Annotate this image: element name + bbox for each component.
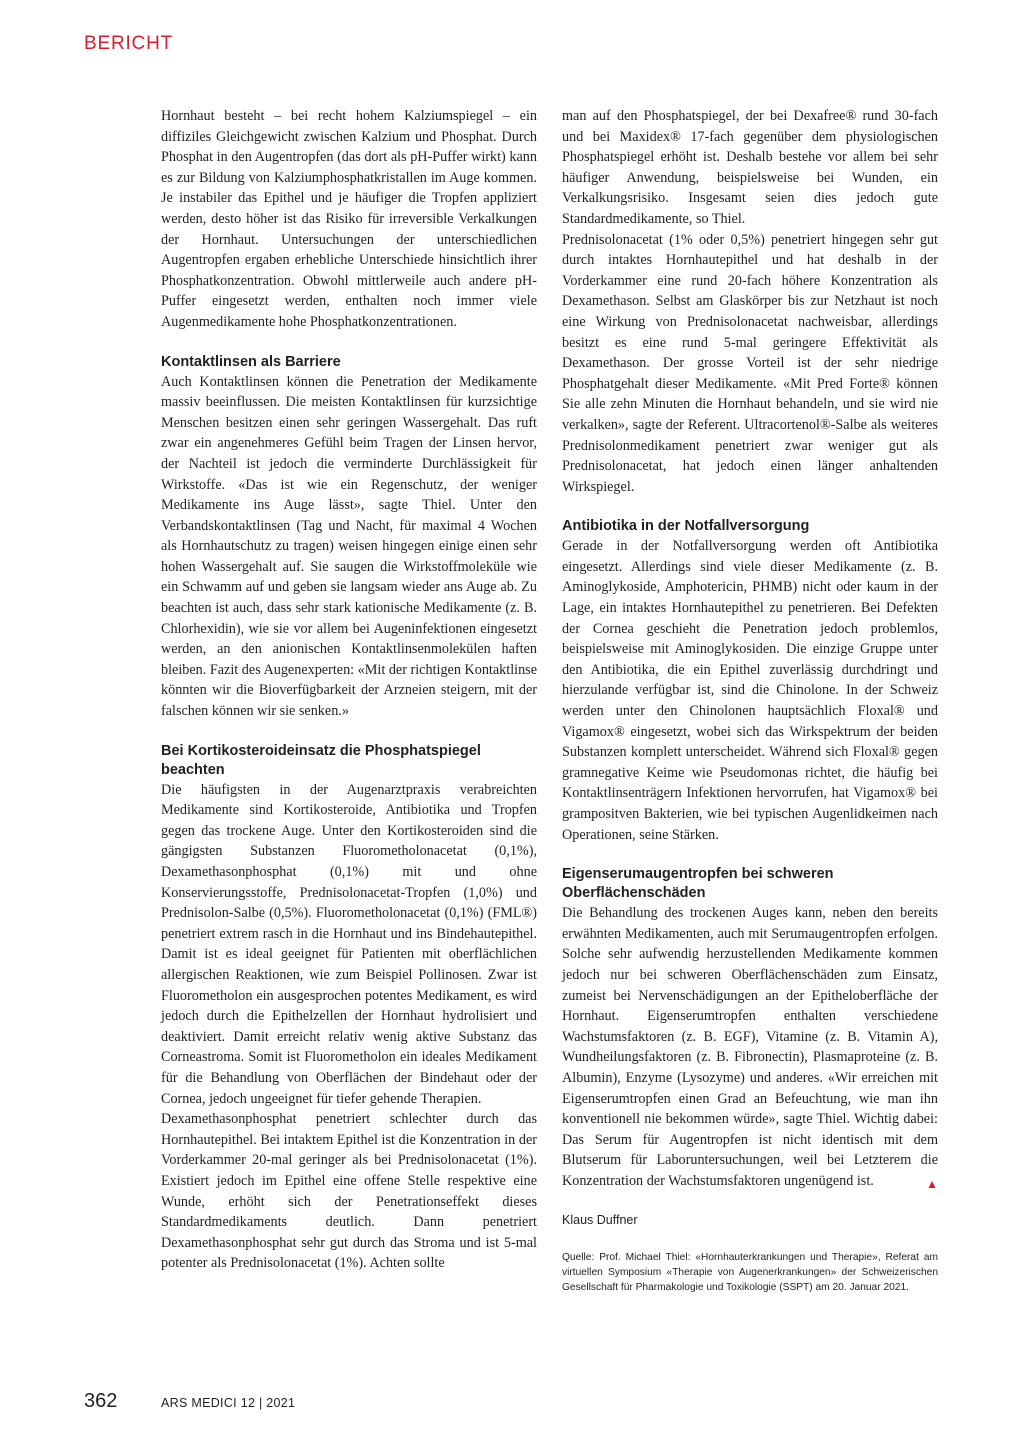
author-name: Klaus Duffner xyxy=(562,1212,638,1227)
paragraph: Die häufigsten in der Augenarztpraxis verabreichten Medikamente sind Kortikosteroide, Antibiotika und Tropfen gegen das trockene Auge. Unter den Kortikosteroiden sind die gängigsten Substanzen Fluorometholonacetat (0,1%), Dexamethasonphosphat (0,1%) mit und ohne Konservierungsstoffe, Prednisolonacetat-Tropfen (1,0%) und Prednisolon-Salbe (0,5%). Fluorometholonacetat (0,1%) (FML®) penetriert extrem rasch in die Hornhaut und ins Bindehautepithel. Damit ist es ideal geeignet für Patienten mit oberflächlichen allergischen Reaktionen, wie zum Beispiel Pollinosen. Zwar ist Fluorometholon ein ausgesprochen potentes Medikament, es wird jedoch durch die Epithelzellen der Hornhaut hydrolisiert und deaktiviert. Damit erreicht relativ wenig aktive Substanz das Corneastroma. Somit ist Fluorometholon ein ideales Medikament für die Behandlung von Oberflächen der Bindehaut oder der Cornea, jedoch ungeeignet für tiefer gehende Therapien. xyxy=(161,781,537,1107)
right-column xyxy=(562,106,938,1295)
source-note: Quelle: Prof. Michael Thiel: «Hornhauterkrankungen und Therapie», Referat am virtuellen Symposium «Therapie von Augenerkrankungen» der Schweizerischen Gesellschaft für Pharmakologie und Toxikologie (SSPT) am 20. Januar 2021. xyxy=(562,1251,938,1293)
paragraph: man auf den Phosphatspiegel, der bei Dexafree® rund 30-fach und bei Maxidex® 17-fach gegenüber dem physiologischen Phosphatspiegel erhöht ist. Deshalb bestehe vor allem bei sehr häufiger Anwendung, beispielsweise bei Wunden, ein Verkalkungsrisiko. Insgesamt seien dies jedoch gute Standardmedikamente, so Thiel. xyxy=(562,108,938,227)
paragraph: Auch Kontaktlinsen können die Penetration der Medikamente massiv beeinflussen. Die meisten Kontaktlinsen für kurzsichtige Menschen besitzen einen sehr geringen Wassergehalt. Das ruft zwar ein angenehmeres Gefühl beim Tragen der Linsen hervor, der Nachteil ist jedoch die verminderte Durchlässigkeit für Wirkstoffe. «Das ist wie ein Regenschutz, der weniger Medikamente ins Auge lässt», sagte Thiel. Unter den Verbandskontaktlinsen (Tag und Nacht, für maximal 4 Wochen als Hornhautschutz zu tragen) weisen hingegen einige einen sehr hohen Wassergehalt auf. Sie saugen die Wirkstoffmoleküle wie ein Schwamm auf und geben sie langsam wieder ans Auge ab. Zu beachten ist auch, dass sehr stark kationische Medikamente (z. B. Chlorhexidin), wie sie vor allem bei Augeninfektionen eingesetzt werden, an den anionischen Kontaktlinsenmolekülen haften bleiben. Fazit des Augenexperten: «Mit der richtigen Kontaktlinse könnten wir die Bioverfügbarkeit der Arzneien steigern, mit der falschen können wir sie senken.» xyxy=(161,373,537,720)
paragraph-final xyxy=(562,903,938,1191)
left-column xyxy=(161,106,537,1274)
end-of-article-icon: ▲ xyxy=(926,1176,938,1191)
section-label: BERICHT xyxy=(84,33,173,54)
subheading-corticosteroids: Bei Kortikosteroideinsatz die Phosphatspiegel beachten xyxy=(161,742,481,778)
paragraph: Prednisolonacetat (1% oder 0,5%) penetriert hingegen sehr gut durch intaktes Hornhautepithel und hat deshalb in der Vorderkammer eine rund 20-fach höhere Konzentration als Dexamethason. Selbst am Glaskörper bis zur Netzhaut ist noch eine Wirkung von Prednisolonacetat nachweisbar, allerdings besitzt es eine rund 5-mal geringere Effektivität als Dexamethason. Der grosse Vorteil ist der sehr niedrige Phosphatgehalt dieser Medikamente. «Mit Pred Forte® können Sie alle zehn Minuten die Hornhaut behandeln, und sie wird nie verkalken», sagte der Referent. Ultracortenol®-Salbe als weiteres Prednisolonmedikament penetriert zwar weniger gut als Prednisolonacetat, hat jedoch einen länger anhaltenden Wirkspiegel. xyxy=(562,231,938,495)
paragraph: Gerade in der Notfallversorgung werden oft Antibiotika eingesetzt. Allerdings sind viele dieser Medikamente (z. B. Aminoglykoside, Amphotericin, PHMB) nicht oder kaum in der Lage, ein intaktes Hornhautepithel zu penetrieren. Bei Defekten der Cornea geschieht die Penetration jedoch problemlos, beispielsweise mit Aminoglykosiden. Die einzige Gruppe unter den Antibiotika, die ein Epithel zuverlässig durchdringt und hierzulande verfügbar ist, sind die Chinolone. In der Schweiz werden unter den Chinolonen hauptsächlich Floxal® und Vigamox® eingesetzt, wobei sich das Wirkspektrum der beiden Substanzen komplett unterscheidet. Während sich Floxal® gegen gramnegative Keime wie Pseudomonas richtet, die häufig bei Kontaktlinsenträgern Infektionen hervorrufen, hat Vigamox® bei grampositven Bakterien, wie bei typischen Augenlidkeimen nach Operationen, seine Stärken. xyxy=(562,538,938,843)
subheading-contact-lenses: Kontaktlinsen als Barriere xyxy=(161,353,341,370)
subheading-antibiotics: Antibiotika in der Notfallversorgung xyxy=(562,518,810,535)
journal-issue: ARS MEDICI 12 | 2021 xyxy=(161,1396,296,1410)
subheading-serum-drops: Eigenserumaugentropfen bei schweren Oberflächenschäden xyxy=(562,866,834,902)
paragraph: Hornhaut besteht – bei recht hohem Kalziumspiegel – ein diffiziles Gleichgewicht zwischen Kalzium und Phosphat. Durch Phosphat in den Augentropfen (das dort als pH-Puffer wirkt) kann es zur Bildung von Kalziumphosphatkristallen im Auge kommen. Je instabiler das Epithel und je häufiger die Tropfen appliziert werden, desto höher ist das Risiko für irreversible Verkalkungen der Hornhaut. Untersuchungen der unterschiedlichen Augentropfen ergaben erhebliche Unterschiede hinsichtlich ihrer Phosphatkonzentration. Obwohl mittlerweile auch andere pH-Puffer eingesetzt werden, enthalten noch immer viele Augenmedikamente hohe Phosphatkonzentrationen. xyxy=(161,108,537,330)
paragraph: Dexamethasonphosphat penetriert schlechter durch das Hornhautepithel. Bei intaktem Epithel ist die Konzentration in der Vorderkammer 20-mal geringer als bei Prednisolonacetat (1%). Existiert jedoch im Epithel eine offene Stelle respektive eine Wunde, erhöht sich der Penetrationseffekt dieses Standardmedikaments deutlich. Dann penetriert Dexamethasonphosphat sehr gut durch das Stroma und ist 5-mal potenter als Prednisolonacetat (1%). Achten sollte xyxy=(161,1111,537,1272)
paragraph-final-text: Die Behandlung des trockenen Auges kann, neben den bereits erwähnten Medikamenten, auch mit Serumaugentropfen erfolgen. Solche sehr aufwendig herzustellenden Medikamente kommen jedoch nur bei schweren Oberflächenschäden zum Einsatz, zumeist bei Nervenschädigungen an der Epitheloberfläche der Hornhaut. Eigenserumtropfen enthalten verschiedene Wachstumsfaktoren (z. B. EGF), Vitamine (z. B. Vitamin A), Wundheilungsfaktoren (z. B. Fibronectin), Plasmaproteine (z. B. Albumin), Enzyme (Lysozyme) und anderes. «Wir erreichen mit Eigenserumtropfen einen Grad an Befeuchtung, wie man ihn konventionell nie bekommen würde», sagte Thiel. Wichtig dabei: Das Serum für Augentropfen ist nicht identisch mit dem Blutserum für Laboruntersuchungen, weil bei Letzterem die Konzentration der Wachstumsfaktoren ungenügend ist. xyxy=(562,905,938,1189)
page-number: 362 xyxy=(84,1390,118,1412)
